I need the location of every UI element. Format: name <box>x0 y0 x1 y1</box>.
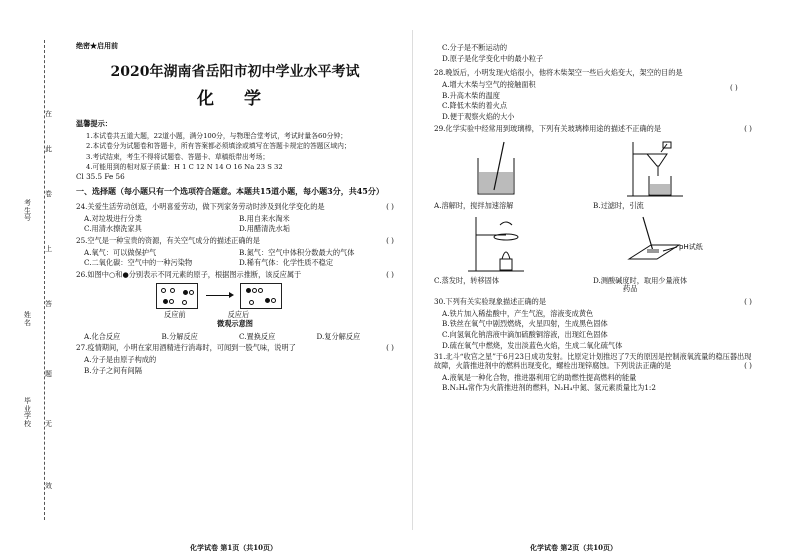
answer-paren[interactable]: ( ) <box>386 202 394 212</box>
option[interactable]: B.分子之间有间隔 <box>84 365 142 375</box>
answer-paren[interactable]: ( ) <box>744 124 752 134</box>
diagram-caption: 微观示意图 <box>217 319 253 329</box>
white-atom <box>161 288 166 293</box>
tips-title: 温馨提示： <box>76 118 112 128</box>
tip-item: 4.可能用到的相对原子质量：H 1 C 12 N 14 O 16 Na 23 S 32 <box>86 162 283 171</box>
option[interactable]: D.复分解反应 <box>316 331 361 341</box>
exam-title: 2020年湖南省岳阳市初中学业水平考试 <box>110 64 360 81</box>
option[interactable]: A.溶解时，搅拌加速溶解 <box>434 201 514 211</box>
option[interactable]: A.化合反应 <box>84 331 121 341</box>
reaction-arrow <box>206 295 232 296</box>
option[interactable]: A.对垃圾进行分类 <box>84 213 142 223</box>
answer-paren[interactable]: ( ) <box>744 297 752 307</box>
tip-item: 3.考试结束，考生不得将试题卷、答题卡、草稿纸带出考场； <box>86 152 270 161</box>
answer-paren[interactable]: ( ) <box>386 236 394 245</box>
option[interactable]: D.原子是化学变化中的最小粒子 <box>442 53 544 63</box>
footer-right: 化学试卷 第2页（共10页） <box>530 542 618 552</box>
option[interactable]: B.升高木柴的温度 <box>442 90 500 100</box>
options-25 <box>84 249 394 268</box>
ph-paper-icon <box>623 215 713 273</box>
option[interactable]: D.稀有气体：化学性质不稳定 <box>239 258 334 268</box>
ph-label: pH试纸 <box>679 242 703 251</box>
diagram-labels <box>164 311 394 320</box>
option[interactable]: D.便于观察火焰的大小 <box>442 111 515 121</box>
field-school[interactable]: 毕业学校 <box>24 397 31 429</box>
binding-strip <box>0 0 58 560</box>
lab-figures <box>434 140 752 294</box>
white-atom <box>169 299 174 304</box>
field-exam-number[interactable]: 考生号 <box>24 199 31 223</box>
micro-diagram <box>156 283 394 309</box>
black-atom <box>183 290 188 295</box>
tip-item: 2.本试卷分为试题卷和答题卡，所有答案都必须填涂或填写在答题卡规定的答题区域内； <box>86 142 351 151</box>
seal-char: 题 <box>45 370 52 378</box>
beaker-stir-icon <box>464 140 534 198</box>
black-atom <box>265 298 270 303</box>
option[interactable]: C.二氧化碳：空气中的一种污染物 <box>84 258 193 268</box>
tip-item: 1.本试卷共五道大题，22道小题，满分100分，与物理合堂考试，考试时量各60分钟； <box>86 132 348 141</box>
option-suffix: 药品 <box>623 284 638 294</box>
seal-char: 无 <box>45 420 52 428</box>
option[interactable]: C.用清水擦洗家具 <box>84 224 142 234</box>
white-atom <box>258 288 263 293</box>
option[interactable]: C.置换反应 <box>239 331 276 341</box>
seal-char: 卷 <box>45 190 52 198</box>
field-name[interactable]: 姓名 <box>24 311 31 327</box>
evaporation-dish-icon <box>464 215 534 273</box>
white-atom <box>182 300 187 305</box>
lab-filter <box>593 140 752 211</box>
options-24 <box>84 215 394 234</box>
option[interactable]: B.过滤时，引流 <box>593 201 644 211</box>
option[interactable]: B.分解反应 <box>161 331 198 341</box>
option[interactable]: C.降低木柴的着火点 <box>442 101 508 111</box>
option[interactable]: D.测酸碱度时，取用少量液体 <box>593 275 688 285</box>
lab-dissolve <box>434 140 593 211</box>
answer-paren[interactable]: ( ) <box>744 360 752 370</box>
option[interactable]: B.N₂H₄常作为火箭推进剂的燃料，N₂H₄中氮、氢元素质量比为1:2 <box>442 383 656 393</box>
option[interactable]: A.分子是由原子构成的 <box>84 355 157 365</box>
label-before: 反应前 <box>164 309 186 319</box>
options-26 <box>84 333 394 342</box>
seal-char: 答 <box>45 300 52 308</box>
white-atom <box>189 290 194 295</box>
question-27: 27.疫情期间，小明在家用酒精进行消毒时，可闻到一股气味，说明了 ( ) <box>76 343 394 353</box>
seal-char: 在 <box>45 110 52 118</box>
footer-left: 化学试卷 第1页（共10页） <box>190 542 278 552</box>
lab-evaporate <box>434 215 593 294</box>
question-28: 28.晚饭后，小明发现火焰很小，他将木柴架空一些后火焰变大，架空的目的是 <box>434 68 683 78</box>
seal-char: 效 <box>45 482 52 490</box>
option[interactable]: B.用自来水淘米 <box>239 213 290 223</box>
after-box <box>240 283 282 309</box>
atomic-masses: Cl 35.5 Fe 56 <box>76 171 125 181</box>
question-29: 29.化学实验中经常用到玻璃棒，下列有关玻璃棒用途的描述不正确的是 ( ) <box>434 124 752 134</box>
answer-paren[interactable]: ( ) <box>730 84 738 92</box>
seal-char: 此 <box>45 145 52 153</box>
white-atom <box>252 288 257 293</box>
white-atom <box>249 300 254 305</box>
subject-title: 化 学 <box>197 89 273 110</box>
question-30: 30.下列有关实验现象描述正确的是 ( ) <box>434 297 752 307</box>
before-box <box>156 283 198 309</box>
option[interactable]: A.氧气：可以做保护气 <box>84 247 157 257</box>
secret-mark: 绝密★启用前 <box>76 41 118 50</box>
option[interactable]: B.铁丝在氧气中剧烈燃烧，火星四射，生成黑色固体 <box>442 319 608 329</box>
answer-paren[interactable]: ( ) <box>386 343 394 353</box>
question-26: 26.如图中○和●分别表示不同元素的原子，根据图示推断，该反应属于 ( ) <box>76 269 394 279</box>
section-heading: 一、选择题（每小题只有一个选项符合题意。本题共15道小题，每小题3分，共45分） <box>76 186 384 197</box>
option[interactable]: C.向氢氧化钠溶液中滴加硫酸铜溶液，出现红色固体 <box>442 329 608 339</box>
question-31: 31.北斗“收官之星”于6月23日成功发射。比原定计划推迟了7天的原因是控制液氧流量的稳压器出现故障，火箭推进剂中的燃料出现变化，螺栓出现锌腐蚀。下列说法正确的是 ( ) <box>434 352 752 370</box>
black-atom <box>246 288 251 293</box>
question-25: 25.空气是一种宝贵的资源，有关空气成分的描述正确的是 ( ) <box>76 236 394 245</box>
page-left <box>76 42 394 377</box>
lab-ph <box>593 215 752 294</box>
option[interactable]: A.铁片加入稀盐酸中，产生气泡，溶液变成黄色 <box>442 308 594 318</box>
answer-paren[interactable]: ( ) <box>386 269 394 279</box>
option[interactable]: C.分子是不断运动的 <box>442 43 508 52</box>
label-after: 反应后 <box>227 309 250 319</box>
option[interactable]: B.氮气：空气中体积分数最大的气体 <box>239 247 355 257</box>
page-right <box>434 44 752 395</box>
page-divider <box>412 30 413 530</box>
option[interactable]: A.液氧是一种化合物，推进器利用它的助燃性提高燃料的能量 <box>442 372 637 382</box>
white-atom <box>271 298 276 303</box>
option[interactable]: C.蒸发时，转移固体 <box>434 275 500 285</box>
option[interactable]: D.用醋清洗水垢 <box>239 224 290 234</box>
filter-funnel-icon <box>623 140 693 198</box>
seal-char: 上 <box>45 245 52 253</box>
option[interactable]: A.增大木柴与空气的接触面积 <box>442 79 536 89</box>
question-24: 24.关爱生活劳动创造，小明喜爱劳动，做下列家务劳动时涉及到化学变化的是 ( ) <box>76 202 394 212</box>
black-atom <box>163 299 168 304</box>
white-atom <box>170 288 175 293</box>
option[interactable]: D.硫在氧气中燃烧，发出淡蓝色火焰，生成二氧化硫气体 <box>442 340 623 350</box>
